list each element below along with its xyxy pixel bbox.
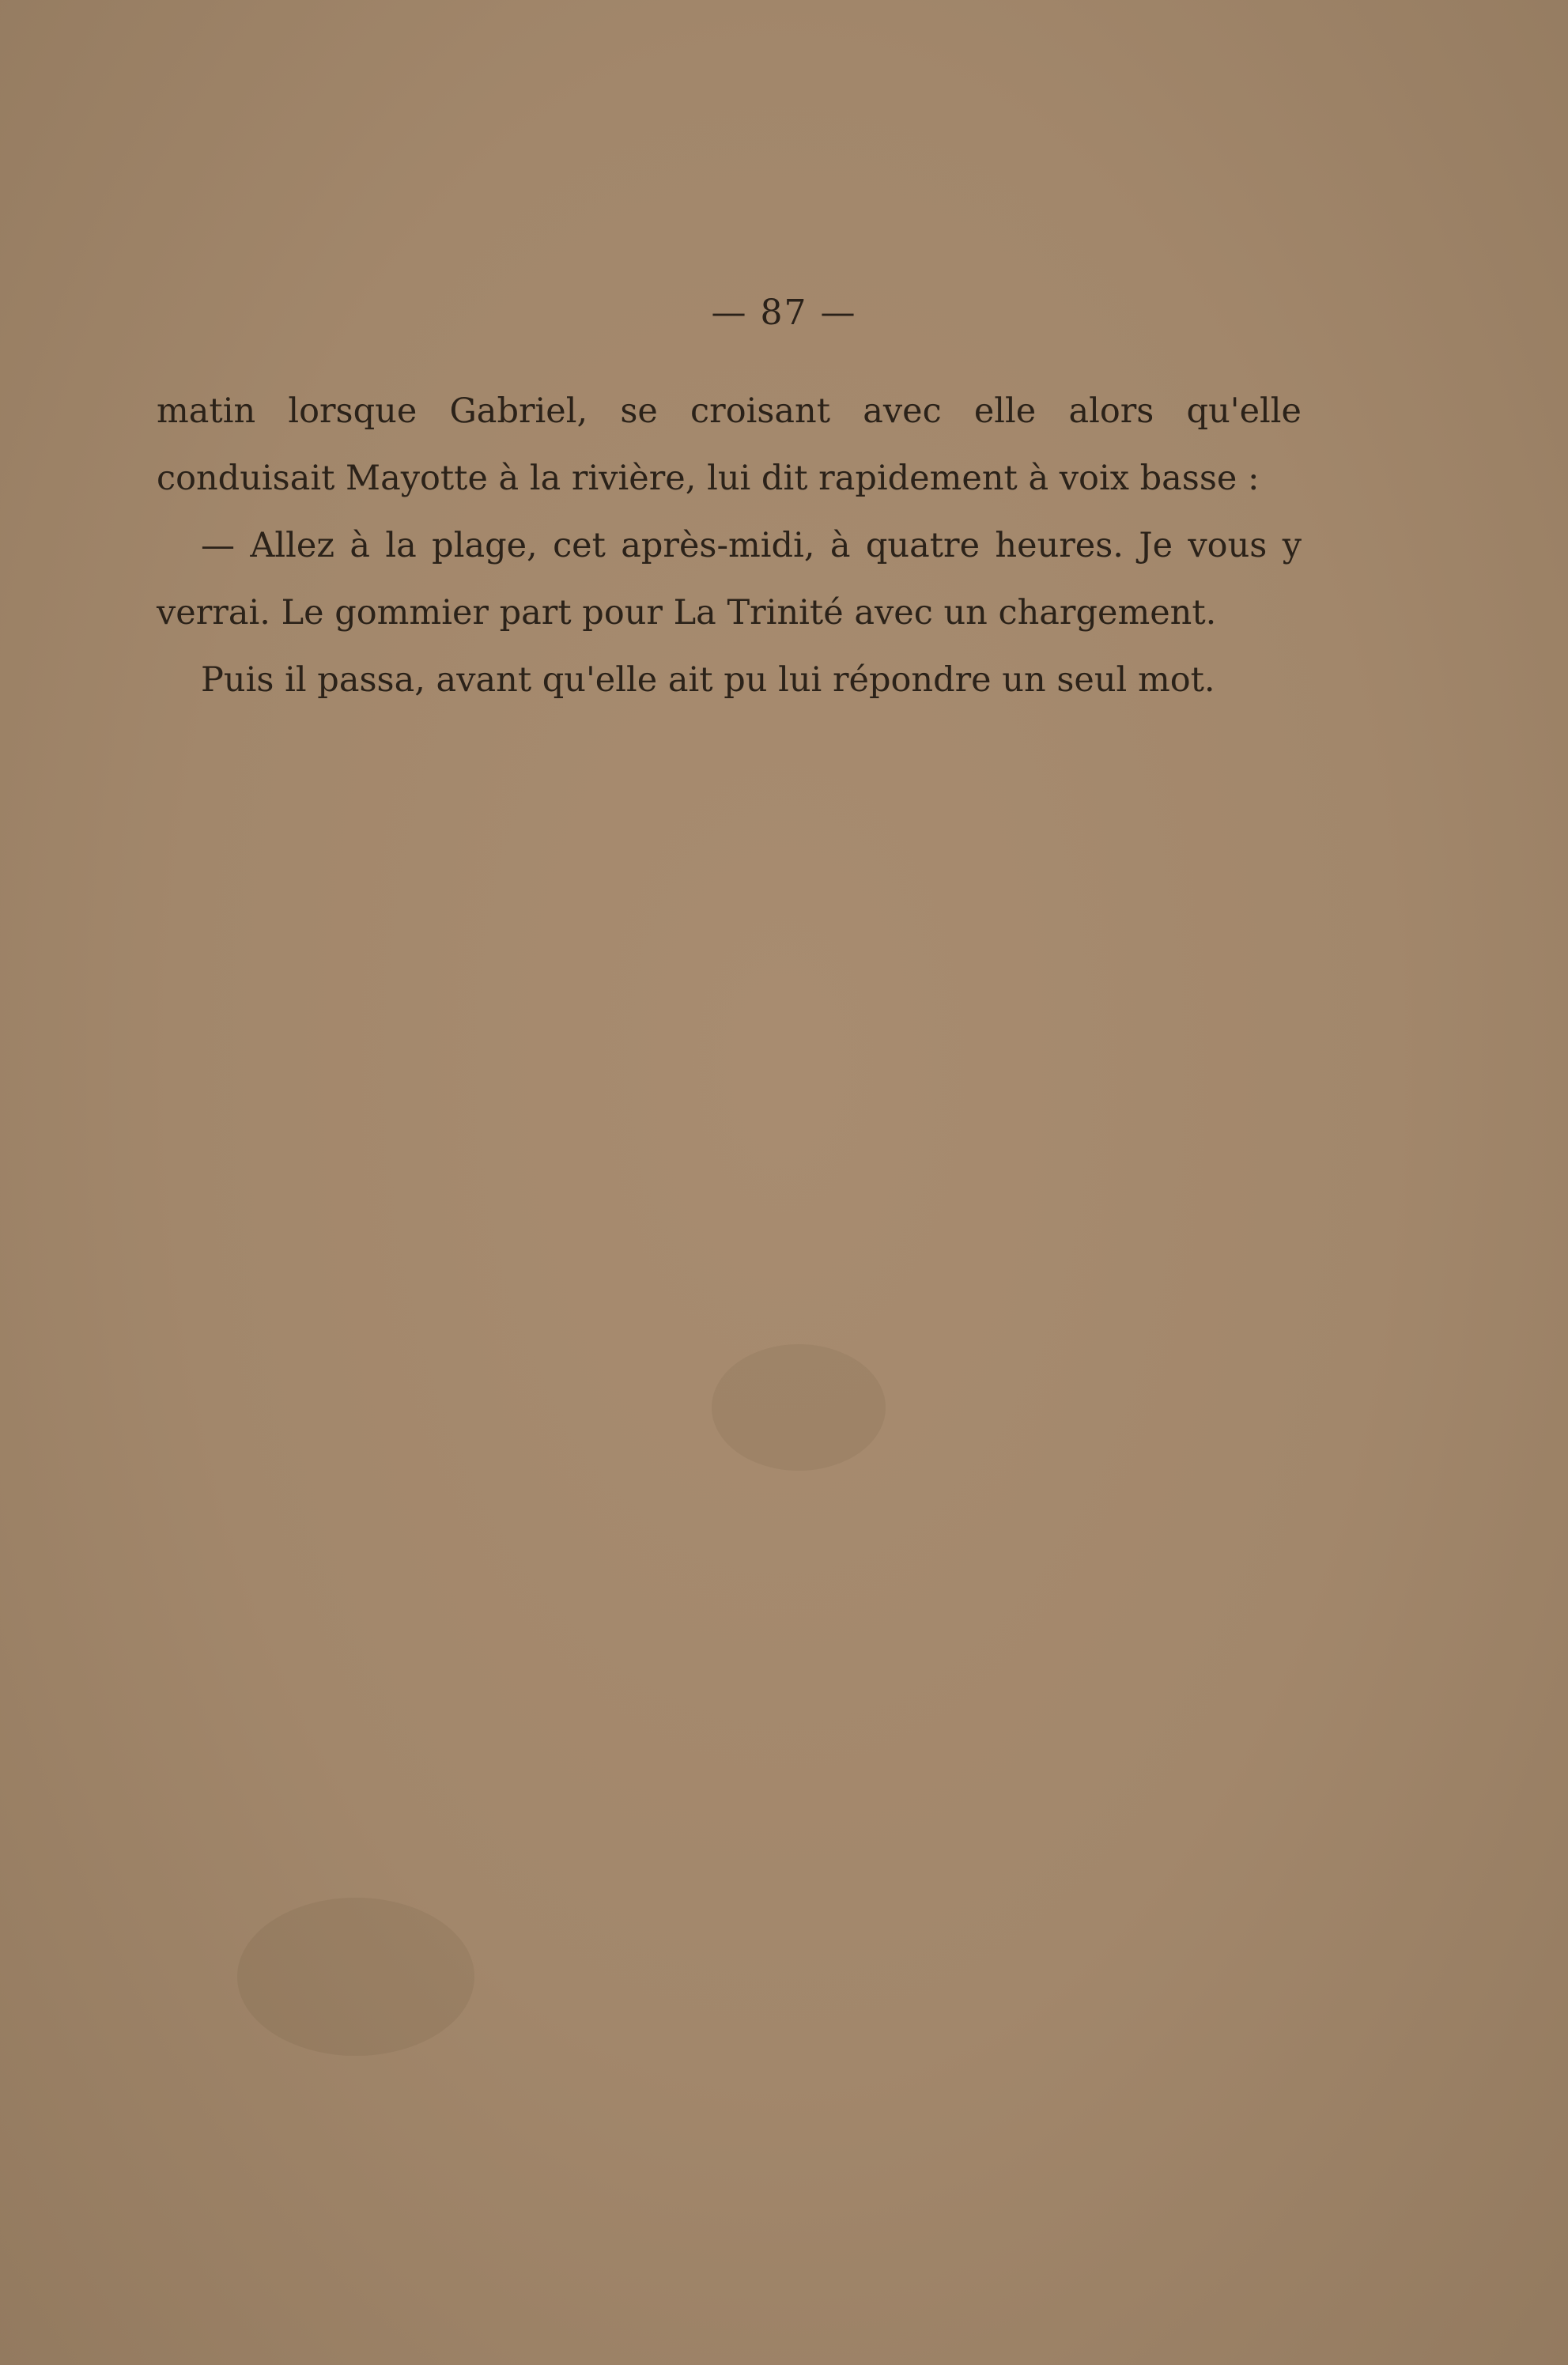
paper-stain xyxy=(237,1898,474,2056)
page-number: — 87 — xyxy=(711,293,857,333)
paragraph: — Allez à la plage, cet après-midi, à quatre heures. Je vous y verrai. Le gommier part pour La Trinité avec un chargement. xyxy=(157,526,1302,633)
paragraph: matin lorsque Gabriel, se croisant avec elle alors qu'elle conduisait Mayotte à la rivière, lui dit rapidement à voix basse : xyxy=(157,391,1302,498)
body-text xyxy=(157,378,1302,714)
paragraph: Puis il passa, avant qu'elle ait pu lui répondre un seul mot. xyxy=(201,660,1215,700)
paper-stain xyxy=(712,1344,886,1471)
